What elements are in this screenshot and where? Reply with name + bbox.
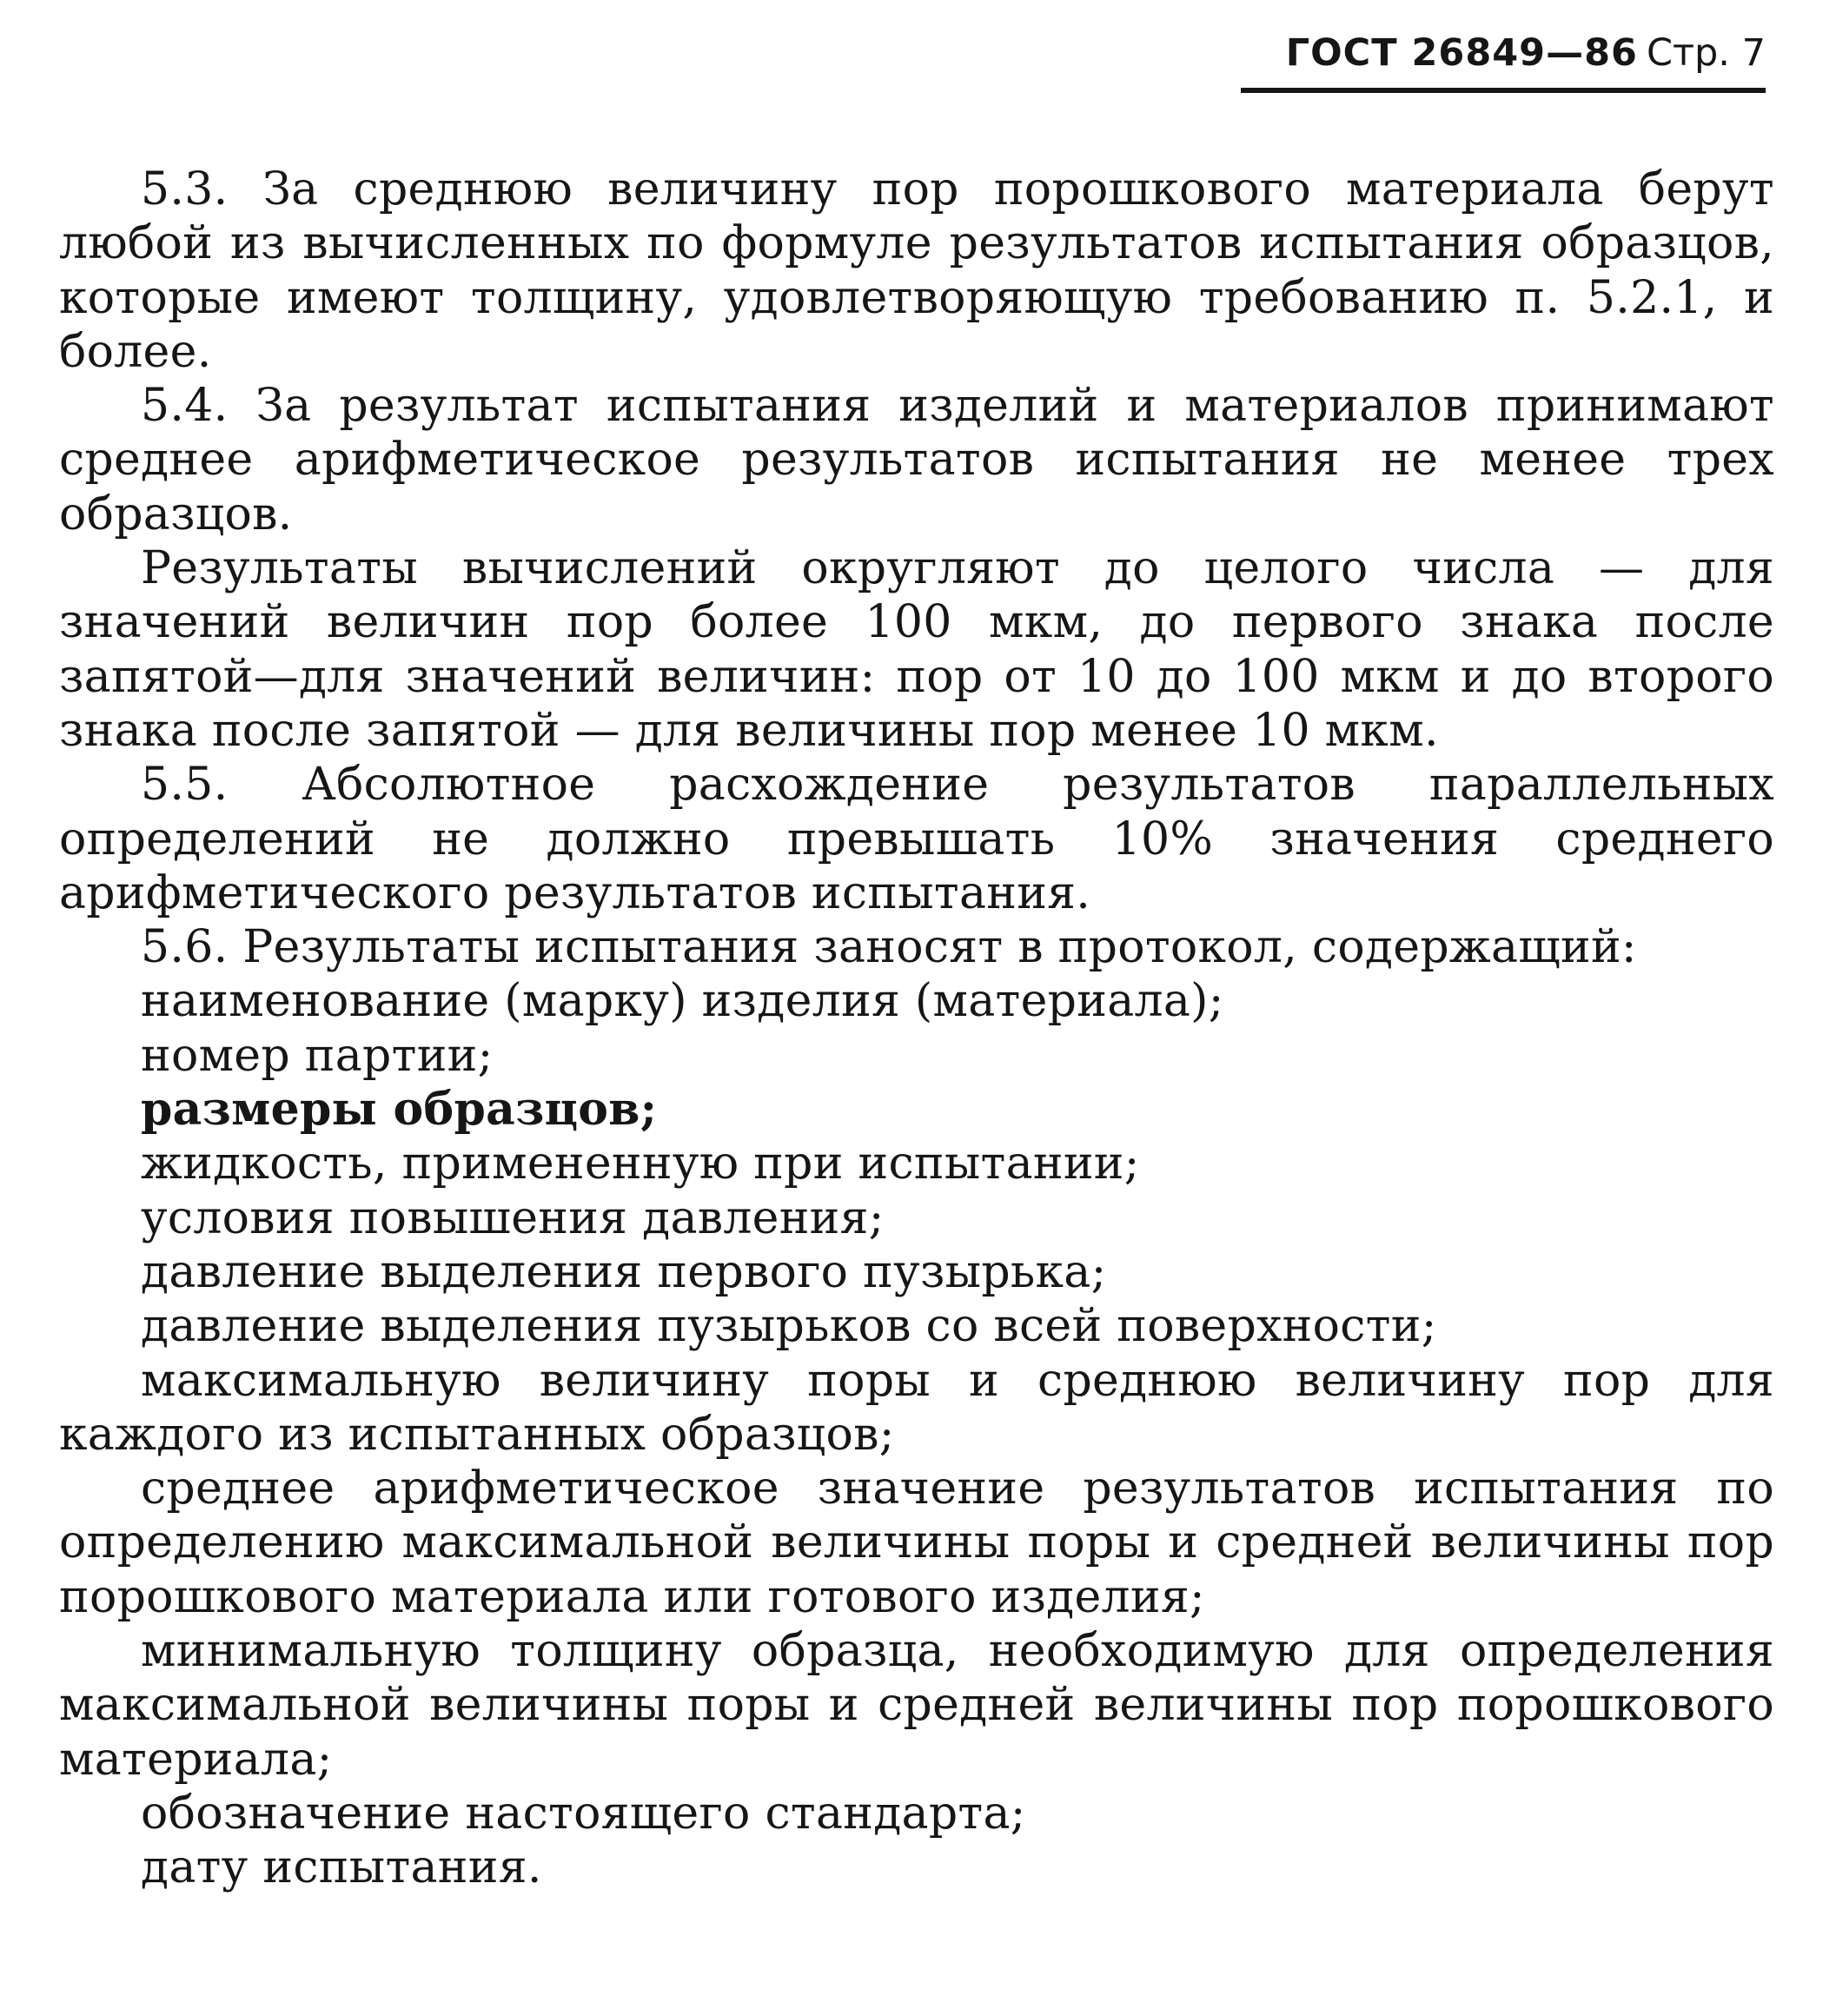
protocol-item: дату испытания. (141, 1841, 542, 1894)
protocol-item: давление выделения пузырьков со всей поверхности; (141, 1300, 1437, 1353)
protocol-item: минимальную толщину образца, необходимую для определения максимальной величины поры и средней величины пор порошкового материала; (59, 1625, 1774, 1786)
protocol-item: размеры образцов; (141, 1083, 658, 1137)
protocol-item: обозначение настоящего стандарта; (141, 1787, 1026, 1840)
header-rule (1241, 88, 1766, 93)
standard-number: ГОСТ 26849—86 (1285, 31, 1638, 75)
paragraph-5-4: 5.4. За результат испытания изделий и материалов принимают среднее арифметическое результатов испытания не менее трех образцов. (59, 380, 1774, 540)
page-header (1286, 31, 1766, 75)
protocol-item: максимальную величину поры и среднюю величину пор для каждого из испытанных образцов; (59, 1354, 1774, 1461)
protocol-item: номер партии; (141, 1029, 494, 1082)
document-body (59, 162, 1774, 1895)
paragraph-5-5: 5.5. Абсолютное расхождение результатов параллельных определений не должно превышать 10% значения среднего арифметического результатов испытания. (59, 759, 1774, 919)
protocol-item: условия повышения давления; (141, 1191, 885, 1244)
paragraph-5-6-intro: 5.6. Результаты испытания заносят в протокол, содержащий: (141, 921, 1637, 974)
protocol-item: среднее арифметическое значение результатов испытания по определению максимальной величины поры и средней величины пор порошкового материала или готового изделия; (59, 1462, 1774, 1623)
protocol-item: наименование (марку) изделия (материала); (141, 975, 1224, 1028)
protocol-item: жидкость, примененную при испытании; (141, 1137, 1140, 1190)
paragraph-5-3: 5.3. За среднюю величину пор порошкового материала берут любой из вычисленных по формуле результатов испытания образцов, которые имеют толщину, удовлетворяющую требованию п. 5.2.1, и более. (59, 163, 1774, 378)
page-number: Стр. 7 (1646, 31, 1766, 75)
protocol-item: давление выделения первого пузырька; (141, 1245, 1107, 1298)
paragraph-rounding: Результаты вычислений округляют до целого числа — для значений величин пор более 100 мкм, до первого знака после запятой—для значений величин: пор от 10 до 100 мкм и до второго знака после запятой — для величины пор менее 10 мкм. (59, 542, 1774, 757)
